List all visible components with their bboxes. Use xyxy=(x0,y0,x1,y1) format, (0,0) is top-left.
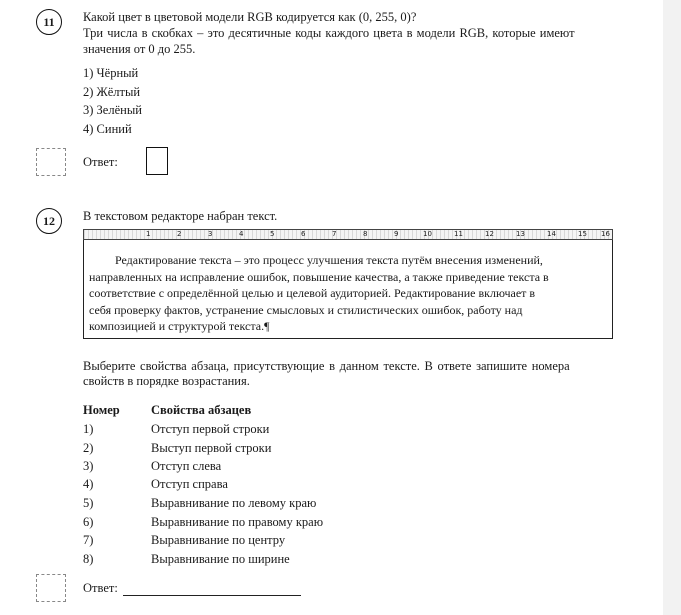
editor-line-4: себя проверку фактов, устранение смысловых и стилистических ошибок, работу над xyxy=(89,302,523,317)
q11-answer-box[interactable] xyxy=(146,147,168,175)
header-properties: Свойства абзацев xyxy=(151,403,252,417)
row-property: Выравнивание по правому краю xyxy=(151,515,324,529)
q12-intro: В текстовом редакторе набран текст. xyxy=(83,209,278,223)
q12-task-line2: свойств в порядке возрастания. xyxy=(83,374,250,388)
ruler-tick: 8 xyxy=(363,230,368,238)
ruler-tick: 9 xyxy=(394,230,399,238)
row-number: 7) xyxy=(83,533,94,547)
row-property: Отступ справа xyxy=(151,477,228,491)
editor-paragraph xyxy=(89,252,598,335)
editor-line-1: Редактирование текста – это процесс улучшения текста путём внесения изменений, xyxy=(115,253,543,267)
ruler-tick: 5 xyxy=(270,230,275,238)
page-edge xyxy=(663,0,681,615)
q12-score-box xyxy=(36,574,66,602)
q12-task-line1: Выберите свойства абзаца, присутствующие в данном тексте. В ответе запишите номера xyxy=(83,359,570,373)
question-number-12: 12 xyxy=(36,208,62,234)
editor-line-5: композицией и структурой текста.¶ xyxy=(89,319,270,333)
row-number: 4) xyxy=(83,477,94,491)
editor-ruler xyxy=(83,229,613,240)
ruler-tick: 6 xyxy=(301,230,306,238)
q11-hint-line1: Три числа в скобках – это десятичные коды каждого цвета в модели RGB, которые имеют xyxy=(83,26,575,40)
q11-option-2[interactable]: 2) Жёлтый xyxy=(83,85,141,99)
q11-option-1[interactable]: 1) Чёрный xyxy=(83,66,139,80)
q11-answer-label: Ответ: xyxy=(83,155,118,169)
ruler-tick: 7 xyxy=(332,230,337,238)
q11-score-box xyxy=(36,148,66,176)
question-number-11: 11 xyxy=(36,9,62,35)
row-property: Выравнивание по ширине xyxy=(151,552,290,566)
ruler-tick: 15 xyxy=(578,230,587,238)
ruler-tick: 12 xyxy=(485,230,494,238)
text-editor-area[interactable] xyxy=(83,240,613,339)
q11-option-4[interactable]: 4) Синий xyxy=(83,122,132,136)
q11-hint-line2: значения от 0 до 255. xyxy=(83,42,196,56)
row-property: Выравнивание по левому краю xyxy=(151,496,317,510)
editor-line-2: направленных на исправление ошибок, повышение качества, а также приведение текста в xyxy=(89,269,549,284)
ruler-tick: 2 xyxy=(177,230,182,238)
q11-option-3[interactable]: 3) Зелёный xyxy=(83,103,142,117)
ruler-tick: 4 xyxy=(239,230,244,238)
row-property: Выступ первой строки xyxy=(151,441,272,455)
row-property: Выравнивание по центру xyxy=(151,533,286,547)
ruler-tick: 3 xyxy=(208,230,213,238)
row-property: Отступ слева xyxy=(151,459,222,473)
q12-answer-label: Ответ: xyxy=(83,581,118,595)
editor-line-3: соответствие с определённой целью и целевой аудиторией. Редактирование включает в xyxy=(89,286,536,300)
row-number: 8) xyxy=(83,552,94,566)
ruler-tick: 11 xyxy=(454,230,463,238)
row-number: 3) xyxy=(83,459,94,473)
ruler-tick: 10 xyxy=(423,230,432,238)
q11-question: Какой цвет в цветовой модели RGB кодируется как (0, 255, 0)? xyxy=(83,10,417,24)
ruler-tick: 1 xyxy=(146,230,151,238)
row-number: 5) xyxy=(83,496,94,510)
ruler-tick: 14 xyxy=(547,230,556,238)
q12-answer-line[interactable] xyxy=(123,594,301,596)
row-property: Отступ первой строки xyxy=(151,422,270,436)
ruler-tick: 13 xyxy=(516,230,525,238)
row-number: 2) xyxy=(83,441,94,455)
ruler-tick: 16 xyxy=(601,230,610,238)
header-number: Номер xyxy=(83,403,120,417)
row-number: 6) xyxy=(83,515,94,529)
row-number: 1) xyxy=(83,422,94,436)
